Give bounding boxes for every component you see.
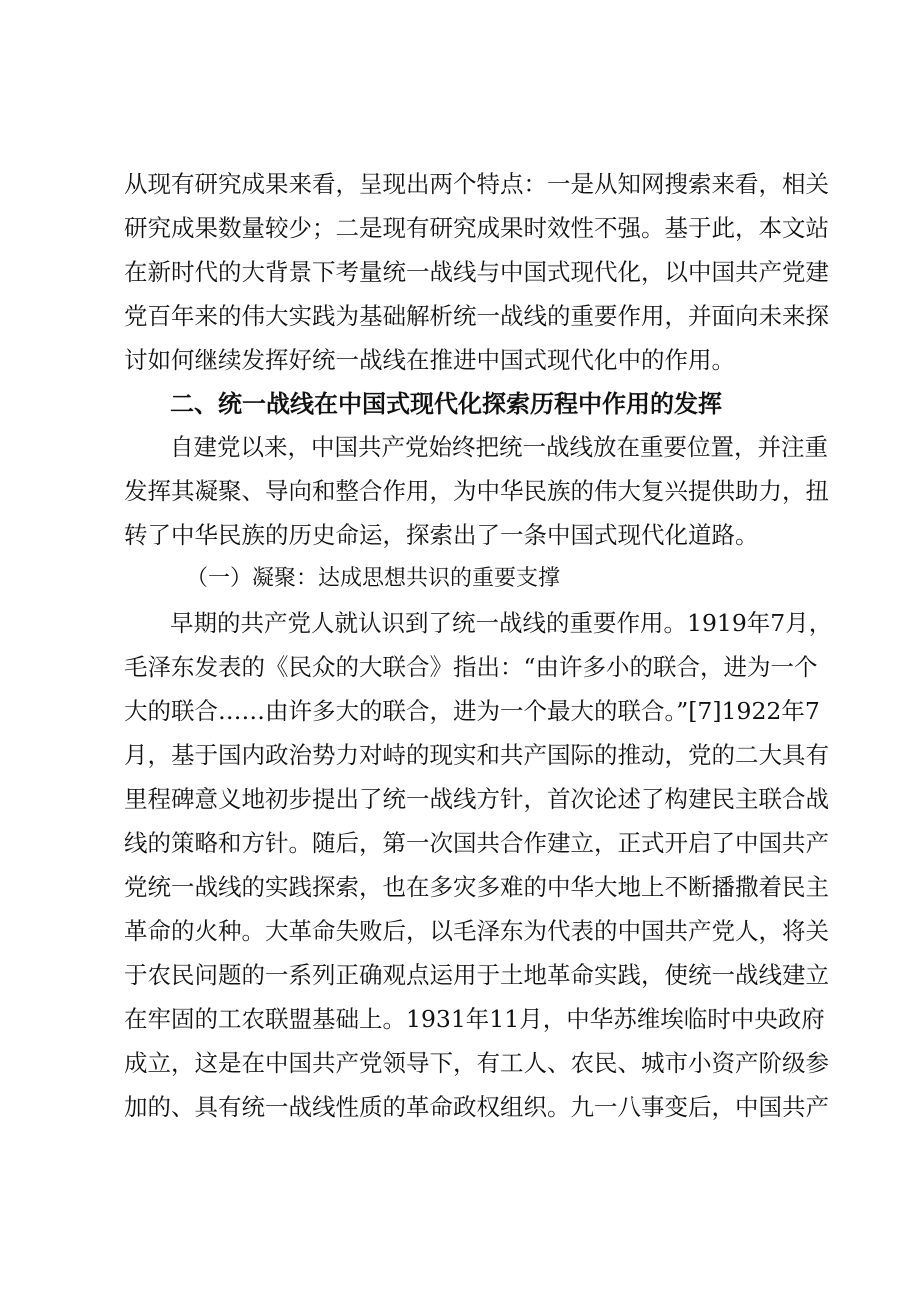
paragraph-1-line-2: 研究成果数量较少；二是现有研究成果时效性不强。基于此，本文站	[124, 214, 829, 242]
paragraph-3-line-2: 毛泽东发表的《民众的大联合》指出：“由许多小的联合，进为一个	[124, 653, 818, 681]
paragraph-3-line-8: 革命的火种。大革命失败后，以毛泽东为代表的中国共产党人，将关	[124, 917, 829, 945]
paragraph-1-line-1: 从现有研究成果来看，呈现出两个特点：一是从知网搜索来看，相关	[124, 170, 829, 198]
paragraph-3-line-11: 成立，这是在中国共产党领导下，有工人、农民、城市小资产阶级参	[124, 1049, 829, 1077]
paragraph-3-line-3: 大的联合……由许多大的联合，进为一个最大的联合。”[7]1922年7	[124, 697, 820, 725]
paragraph-2-line-2: 发挥其凝聚、导向和整合作用，为中华民族的伟大复兴提供助力，扭	[124, 477, 829, 505]
paragraph-3-line-7: 党统一战线的实践探索，也在多灾多难的中华大地上不断播撒着民主	[124, 873, 829, 901]
paragraph-3-line-10: 在牢固的工农联盟基础上。1931年11月，中华苏维埃临时中央政府	[124, 1005, 825, 1033]
paragraph-3-line-4: 月，基于国内政治势力对峙的现实和共产国际的推动，党的二大具有	[124, 741, 829, 769]
subsection-heading: （一）凝聚：达成思想共识的重要支撑	[186, 566, 561, 591]
paragraph-3-line-9: 于农民问题的一系列正确观点运用于土地革命实践，使统一战线建立	[124, 961, 829, 989]
paragraph-2-line-3: 转了中华民族的历史命运，探索出了一条中国式现代化道路。	[124, 521, 759, 549]
paragraph-1-line-4: 党百年来的伟大实践为基础解析统一战线的重要作用，并面向未来探	[124, 302, 829, 330]
paragraph-1-line-5: 讨如何继续发挥好统一战线在推进中国式现代化中的作用。	[124, 346, 735, 374]
section-heading: 二、统一战线在中国式现代化探索历程中作用的发挥	[170, 390, 722, 418]
paragraph-3-line-5: 里程碑意义地初步提出了统一战线方针，首次论述了构建民主联合战	[124, 785, 829, 813]
paragraph-1-line-3: 在新时代的大背景下考量统一战线与中国式现代化，以中国共产党建	[124, 258, 829, 286]
paragraph-3-line-12: 加的、具有统一战线性质的革命政权组织。九一八事变后，中国共产	[124, 1093, 829, 1121]
paragraph-3-line-1: 早期的共产党人就认识到了统一战线的重要作用。1919年7月，	[170, 609, 833, 637]
paragraph-3-line-6: 线的策略和方针。随后，第一次国共合作建立，正式开启了中国共产	[124, 829, 829, 857]
paragraph-2-line-1: 自建党以来，中国共产党始终把统一战线放在重要位置，并注重	[170, 433, 828, 461]
